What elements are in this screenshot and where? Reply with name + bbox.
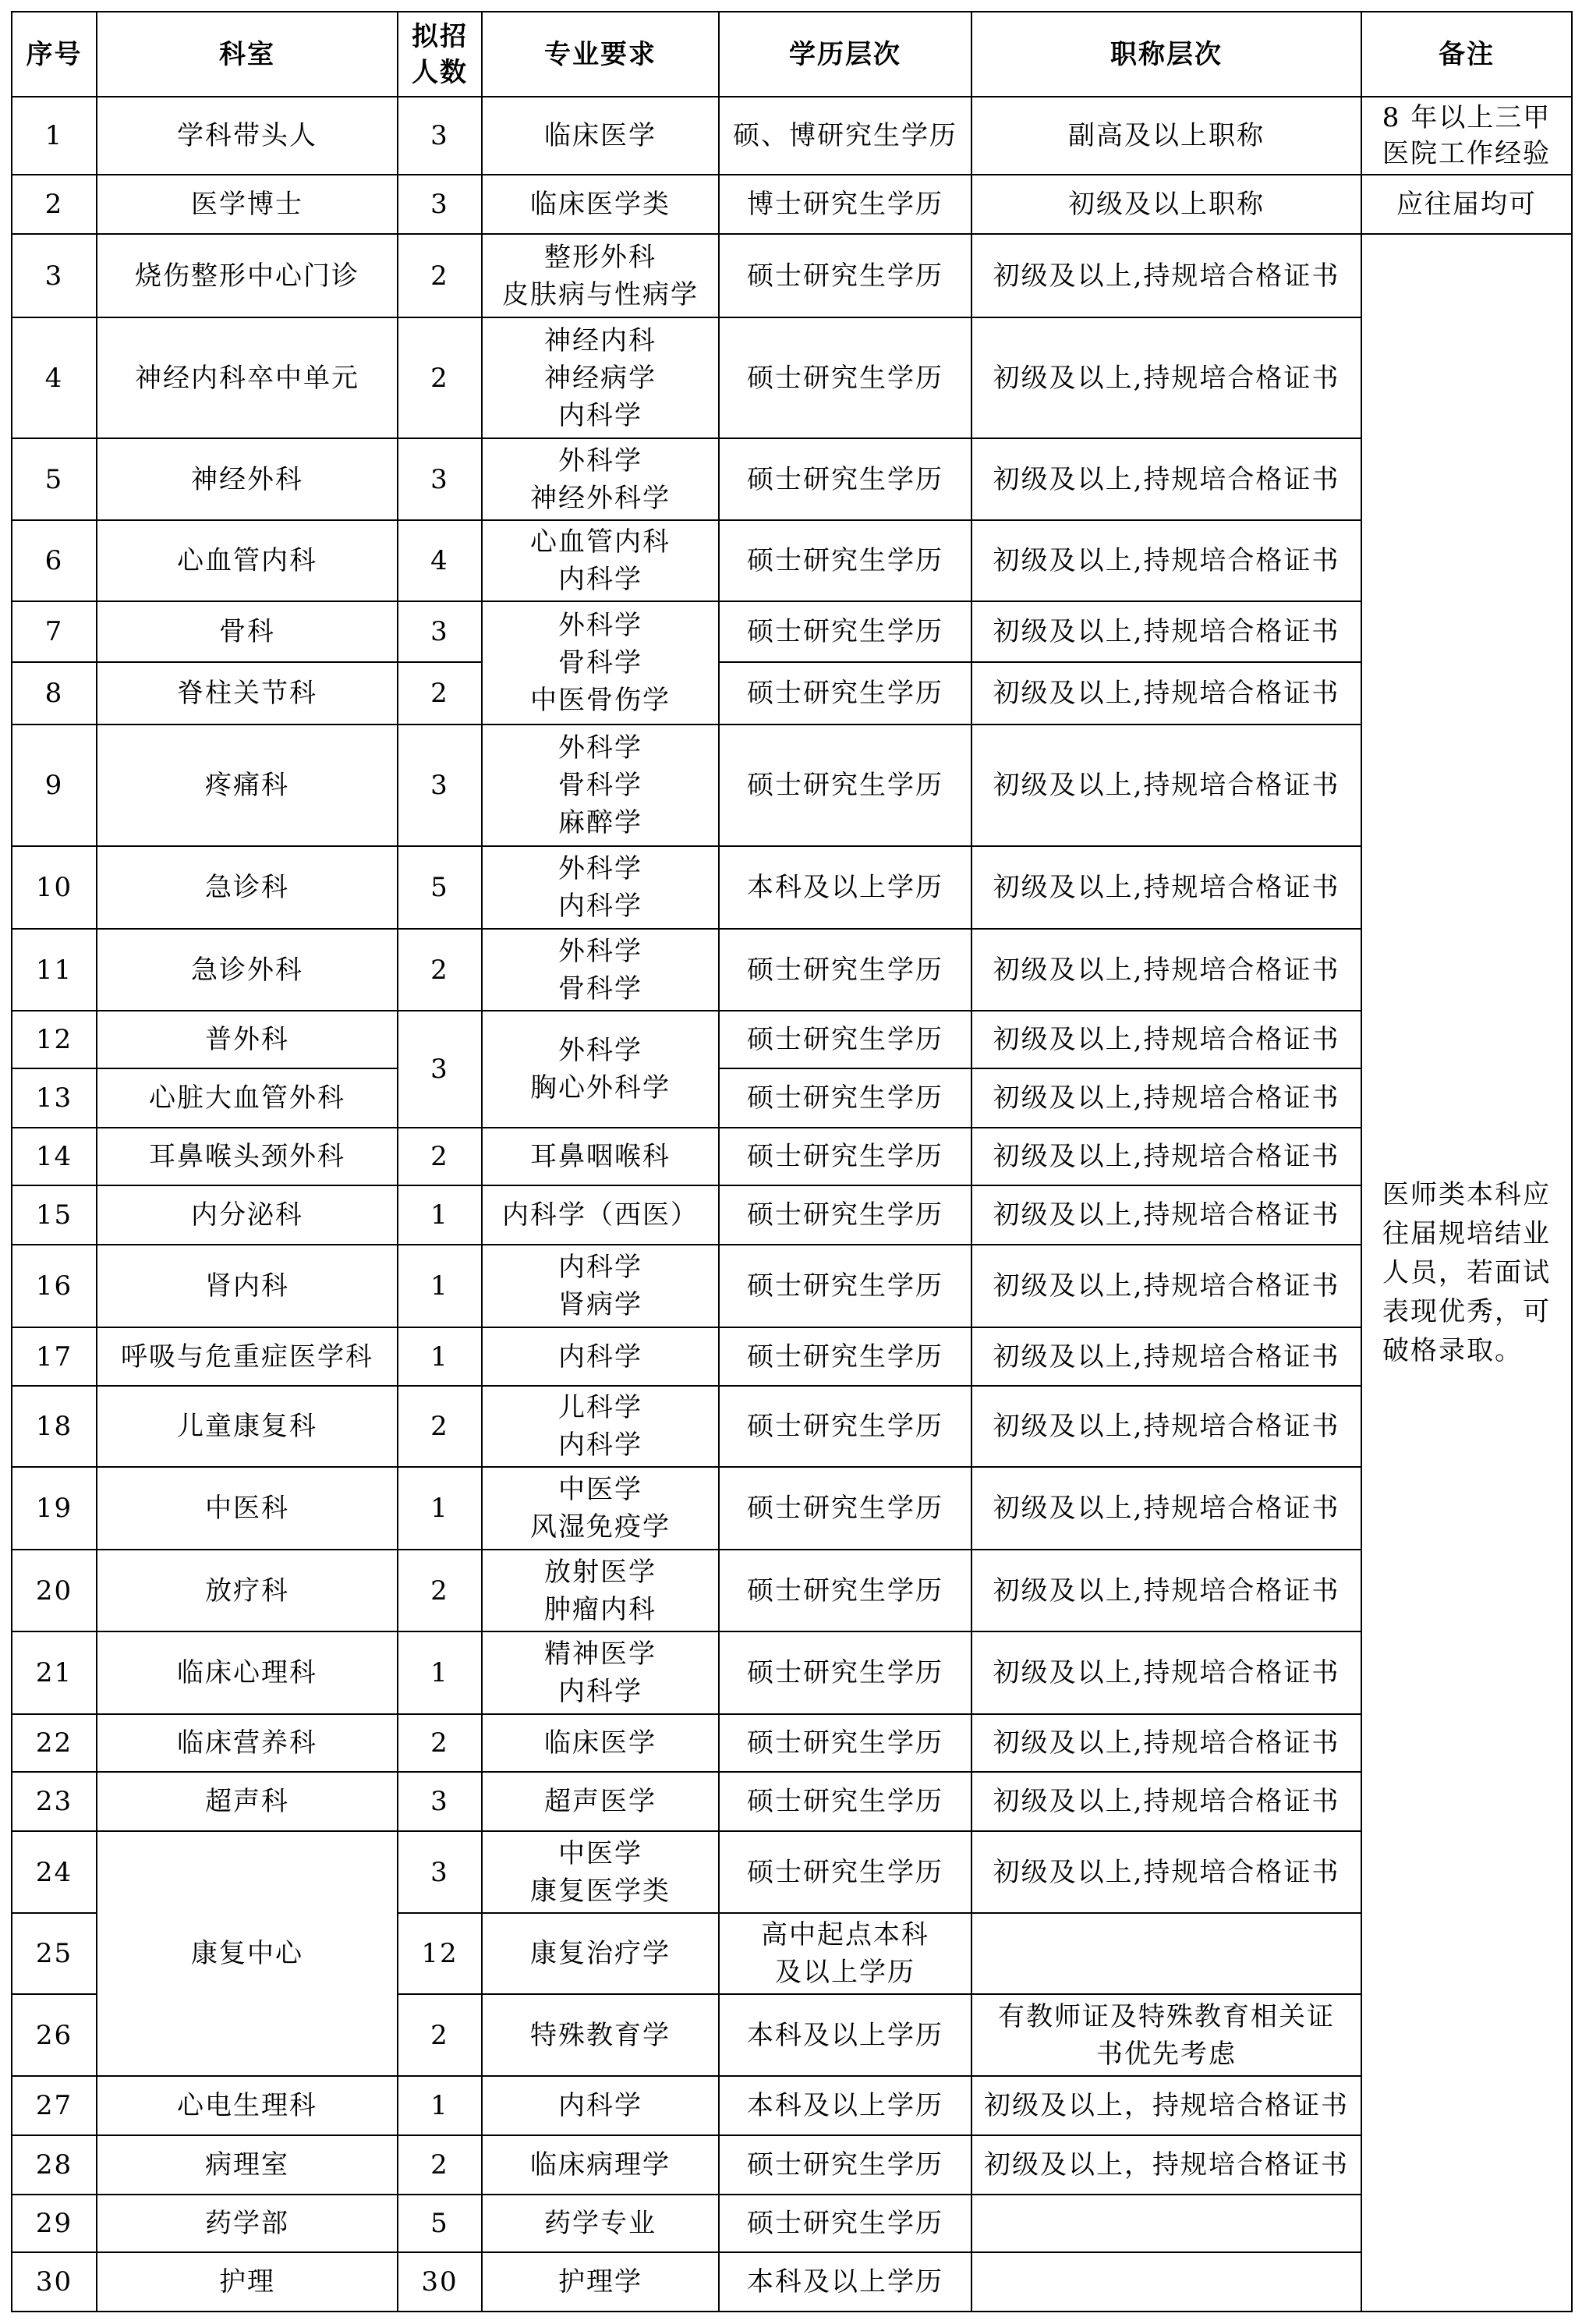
cell-education: 本科及以上学历 <box>720 847 972 930</box>
cell-index: 5 <box>12 439 97 521</box>
cell-title: 初级及以上,持规培合格证书 <box>972 235 1362 318</box>
cell-quota: 3 <box>398 602 483 663</box>
cell-education: 硕士研究生学历 <box>720 1550 972 1632</box>
cell-title: 初级及以上,持规培合格证书 <box>972 1011 1362 1069</box>
cell-education: 硕士研究生学历 <box>720 439 972 521</box>
cell-title: 初级及以上,持规培合格证书 <box>972 1715 1362 1773</box>
cell-department: 神经外科 <box>97 439 398 521</box>
header-department: 科室 <box>97 12 398 97</box>
cell-major: 心血管内科 内科学 <box>483 521 720 602</box>
cell-major: 临床病理学 <box>483 2136 720 2195</box>
cell-education: 硕士研究生学历 <box>720 1011 972 1069</box>
cell-quota: 12 <box>398 1914 483 1995</box>
cell-index: 4 <box>12 318 97 439</box>
cell-title-empty <box>972 2195 1362 2253</box>
cell-major: 康复治疗学 <box>483 1914 720 1995</box>
cell-quota: 5 <box>398 847 483 930</box>
cell-quota: 1 <box>398 1245 483 1328</box>
cell-department: 药学部 <box>97 2195 398 2253</box>
cell-title: 初级及以上,持规培合格证书 <box>972 1832 1362 1914</box>
cell-remark: 应往届均可 <box>1362 175 1573 235</box>
cell-department: 耳鼻喉头颈外科 <box>97 1128 398 1186</box>
cell-quota: 5 <box>398 2195 483 2253</box>
cell-index: 7 <box>12 602 97 663</box>
cell-quota: 30 <box>398 2253 483 2312</box>
cell-index: 27 <box>12 2077 97 2136</box>
cell-major: 中医学 康复医学类 <box>483 1832 720 1914</box>
cell-title: 初级及以上,持规培合格证书 <box>972 439 1362 521</box>
cell-department: 烧伤整形中心门诊 <box>97 235 398 318</box>
cell-title-empty <box>972 1914 1362 1995</box>
cell-quota-merged: 3 <box>398 1011 483 1128</box>
cell-quota: 4 <box>398 521 483 602</box>
cell-index: 26 <box>12 1995 97 2077</box>
cell-index: 28 <box>12 2136 97 2195</box>
cell-education: 硕士研究生学历 <box>720 1387 972 1468</box>
cell-index: 19 <box>12 1468 97 1550</box>
cell-index: 8 <box>12 663 97 725</box>
cell-education: 硕士研究生学历 <box>720 930 972 1011</box>
cell-major: 特殊教育学 <box>483 1995 720 2077</box>
cell-title: 初级及以上,持规培合格证书 <box>972 725 1362 847</box>
cell-title: 初级及以上,持规培合格证书 <box>972 318 1362 439</box>
cell-department: 急诊外科 <box>97 930 398 1011</box>
cell-index: 14 <box>12 1128 97 1186</box>
cell-department: 普外科 <box>97 1011 398 1069</box>
cell-education: 硕士研究生学历 <box>720 1128 972 1186</box>
cell-department: 学科带头人 <box>97 97 398 175</box>
cell-education: 本科及以上学历 <box>720 2253 972 2312</box>
cell-major: 超声医学 <box>483 1773 720 1832</box>
cell-education: 本科及以上学历 <box>720 2077 972 2136</box>
cell-title: 初级及以上,持规培合格证书 <box>972 1773 1362 1832</box>
recruitment-table <box>11 11 1573 2312</box>
cell-quota: 2 <box>398 930 483 1011</box>
cell-department: 临床营养科 <box>97 1715 398 1773</box>
cell-title: 初级及以上，持规培合格证书 <box>972 2077 1362 2136</box>
cell-index: 22 <box>12 1715 97 1773</box>
cell-index: 23 <box>12 1773 97 1832</box>
cell-index: 2 <box>12 175 97 235</box>
cell-quota: 3 <box>398 1832 483 1914</box>
cell-remark-merged: 医师类本科应 往届规培结业 人员，若面试 表现优秀，可 破格录取。 <box>1362 235 1573 2312</box>
cell-major: 耳鼻咽喉科 <box>483 1128 720 1186</box>
cell-title: 初级及以上,持规培合格证书 <box>972 1468 1362 1550</box>
cell-quota: 1 <box>398 1468 483 1550</box>
cell-education: 硕士研究生学历 <box>720 2136 972 2195</box>
cell-education: 硕士研究生学历 <box>720 1328 972 1387</box>
cell-major: 护理学 <box>483 2253 720 2312</box>
cell-major: 临床医学类 <box>483 175 720 235</box>
cell-title: 初级及以上,持规培合格证书 <box>972 1245 1362 1328</box>
cell-quota: 3 <box>398 439 483 521</box>
cell-index: 30 <box>12 2253 97 2312</box>
cell-education: 硕士研究生学历 <box>720 1715 972 1773</box>
cell-quota: 2 <box>398 1715 483 1773</box>
cell-title: 初级及以上,持规培合格证书 <box>972 602 1362 663</box>
cell-title: 初级及以上,持规培合格证书 <box>972 663 1362 725</box>
cell-education: 硕士研究生学历 <box>720 602 972 663</box>
cell-title: 初级及以上,持规培合格证书 <box>972 1632 1362 1715</box>
cell-major: 神经内科 神经病学 内科学 <box>483 318 720 439</box>
cell-index: 1 <box>12 97 97 175</box>
cell-quota: 2 <box>398 318 483 439</box>
cell-major: 临床医学 <box>483 97 720 175</box>
cell-title: 初级及以上,持规培合格证书 <box>972 1128 1362 1186</box>
cell-title: 初级及以上,持规培合格证书 <box>972 1186 1362 1245</box>
cell-education: 硕士研究生学历 <box>720 1468 972 1550</box>
cell-index: 3 <box>12 235 97 318</box>
cell-major: 精神医学 内科学 <box>483 1632 720 1715</box>
cell-quota: 2 <box>398 1550 483 1632</box>
cell-quota: 3 <box>398 175 483 235</box>
cell-major: 药学专业 <box>483 2195 720 2253</box>
cell-title: 副高及以上职称 <box>972 97 1362 175</box>
cell-department: 临床心理科 <box>97 1632 398 1715</box>
header-remark: 备注 <box>1362 12 1573 97</box>
cell-major: 外科学 骨科学 <box>483 930 720 1011</box>
cell-education: 硕士研究生学历 <box>720 1245 972 1328</box>
cell-quota: 3 <box>398 1773 483 1832</box>
cell-quota: 1 <box>398 2077 483 2136</box>
cell-major: 整形外科 皮肤病与性病学 <box>483 235 720 318</box>
header-major: 专业要求 <box>483 12 720 97</box>
cell-quota: 2 <box>398 1995 483 2077</box>
cell-major: 临床医学 <box>483 1715 720 1773</box>
cell-index: 16 <box>12 1245 97 1328</box>
cell-education: 硕士研究生学历 <box>720 521 972 602</box>
cell-department: 医学博士 <box>97 175 398 235</box>
cell-index: 29 <box>12 2195 97 2253</box>
cell-department: 肾内科 <box>97 1245 398 1328</box>
cell-title: 初级及以上,持规培合格证书 <box>972 1550 1362 1632</box>
cell-major: 内科学 肾病学 <box>483 1245 720 1328</box>
cell-education: 硕士研究生学历 <box>720 1773 972 1832</box>
cell-education: 硕士研究生学历 <box>720 725 972 847</box>
cell-quota: 3 <box>398 725 483 847</box>
cell-department: 中医科 <box>97 1468 398 1550</box>
cell-index: 15 <box>12 1186 97 1245</box>
cell-quota: 2 <box>398 663 483 725</box>
cell-department: 急诊科 <box>97 847 398 930</box>
cell-index: 10 <box>12 847 97 930</box>
cell-index: 21 <box>12 1632 97 1715</box>
header-index: 序号 <box>12 12 97 97</box>
cell-department: 脊柱关节科 <box>97 663 398 725</box>
cell-title: 初级及以上,持规培合格证书 <box>972 847 1362 930</box>
cell-index: 20 <box>12 1550 97 1632</box>
cell-education: 硕士研究生学历 <box>720 2195 972 2253</box>
cell-quota: 2 <box>398 2136 483 2195</box>
cell-index: 6 <box>12 521 97 602</box>
cell-education: 本科及以上学历 <box>720 1995 972 2077</box>
cell-quota: 2 <box>398 1128 483 1186</box>
cell-title-empty <box>972 2253 1362 2312</box>
cell-education: 硕士研究生学历 <box>720 1069 972 1128</box>
cell-education: 硕士研究生学历 <box>720 1186 972 1245</box>
cell-title: 初级及以上,持规培合格证书 <box>972 1328 1362 1387</box>
cell-department: 心脏大血管外科 <box>97 1069 398 1128</box>
header-title: 职称层次 <box>972 12 1362 97</box>
cell-major: 外科学 骨科学 麻醉学 <box>483 725 720 847</box>
cell-department: 心血管内科 <box>97 521 398 602</box>
cell-department: 神经内科卒中单元 <box>97 318 398 439</box>
cell-department: 超声科 <box>97 1773 398 1832</box>
cell-major: 外科学 内科学 <box>483 847 720 930</box>
cell-major: 内科学 <box>483 2077 720 2136</box>
cell-quota: 3 <box>398 97 483 175</box>
cell-quota: 2 <box>398 235 483 318</box>
cell-department: 放疗科 <box>97 1550 398 1632</box>
cell-remark: 8 年以上三甲 医院工作经验 <box>1362 97 1573 175</box>
cell-department: 儿童康复科 <box>97 1387 398 1468</box>
cell-major: 中医学 风湿免疫学 <box>483 1468 720 1550</box>
cell-index: 11 <box>12 930 97 1011</box>
cell-quota: 2 <box>398 1387 483 1468</box>
header-education: 学历层次 <box>720 12 972 97</box>
cell-department: 疼痛科 <box>97 725 398 847</box>
cell-index: 18 <box>12 1387 97 1468</box>
cell-quota: 1 <box>398 1328 483 1387</box>
cell-major: 内科学 <box>483 1328 720 1387</box>
cell-department: 病理室 <box>97 2136 398 2195</box>
cell-education: 高中起点本科 及以上学历 <box>720 1914 972 1995</box>
cell-title: 有教师证及特殊教育相关证 书优先考虑 <box>972 1995 1362 2077</box>
cell-education: 硕士研究生学历 <box>720 318 972 439</box>
cell-index: 25 <box>12 1914 97 1995</box>
cell-quota: 1 <box>398 1186 483 1245</box>
cell-major: 儿科学 内科学 <box>483 1387 720 1468</box>
cell-major-merged: 外科学 胸心外科学 <box>483 1011 720 1128</box>
cell-education: 硕士研究生学历 <box>720 1832 972 1914</box>
cell-index: 12 <box>12 1011 97 1069</box>
cell-major: 放射医学 肿瘤内科 <box>483 1550 720 1632</box>
cell-education: 硕士研究生学历 <box>720 663 972 725</box>
cell-education: 硕士研究生学历 <box>720 235 972 318</box>
cell-title: 初级及以上,持规培合格证书 <box>972 521 1362 602</box>
cell-major: 内科学（西医） <box>483 1186 720 1245</box>
header-quota: 拟招 人数 <box>398 12 483 97</box>
cell-index: 13 <box>12 1069 97 1128</box>
cell-education: 硕士研究生学历 <box>720 1632 972 1715</box>
cell-major-merged: 外科学 骨科学 中医骨伤学 <box>483 602 720 725</box>
cell-education: 硕、博研究生学历 <box>720 97 972 175</box>
cell-index: 17 <box>12 1328 97 1387</box>
cell-department: 心电生理科 <box>97 2077 398 2136</box>
cell-quota: 1 <box>398 1632 483 1715</box>
cell-department: 骨科 <box>97 602 398 663</box>
cell-title: 初级及以上,持规培合格证书 <box>972 1387 1362 1468</box>
cell-department-merged: 康复中心 <box>97 1832 398 2077</box>
cell-department: 护理 <box>97 2253 398 2312</box>
cell-department: 呼吸与危重症医学科 <box>97 1328 398 1387</box>
cell-title: 初级及以上,持规培合格证书 <box>972 1069 1362 1128</box>
cell-major: 外科学 神经外科学 <box>483 439 720 521</box>
cell-education: 博士研究生学历 <box>720 175 972 235</box>
cell-index: 9 <box>12 725 97 847</box>
cell-index: 24 <box>12 1832 97 1914</box>
cell-title: 初级及以上,持规培合格证书 <box>972 930 1362 1011</box>
cell-department: 内分泌科 <box>97 1186 398 1245</box>
cell-title: 初级及以上，持规培合格证书 <box>972 2136 1362 2195</box>
cell-title: 初级及以上职称 <box>972 175 1362 235</box>
